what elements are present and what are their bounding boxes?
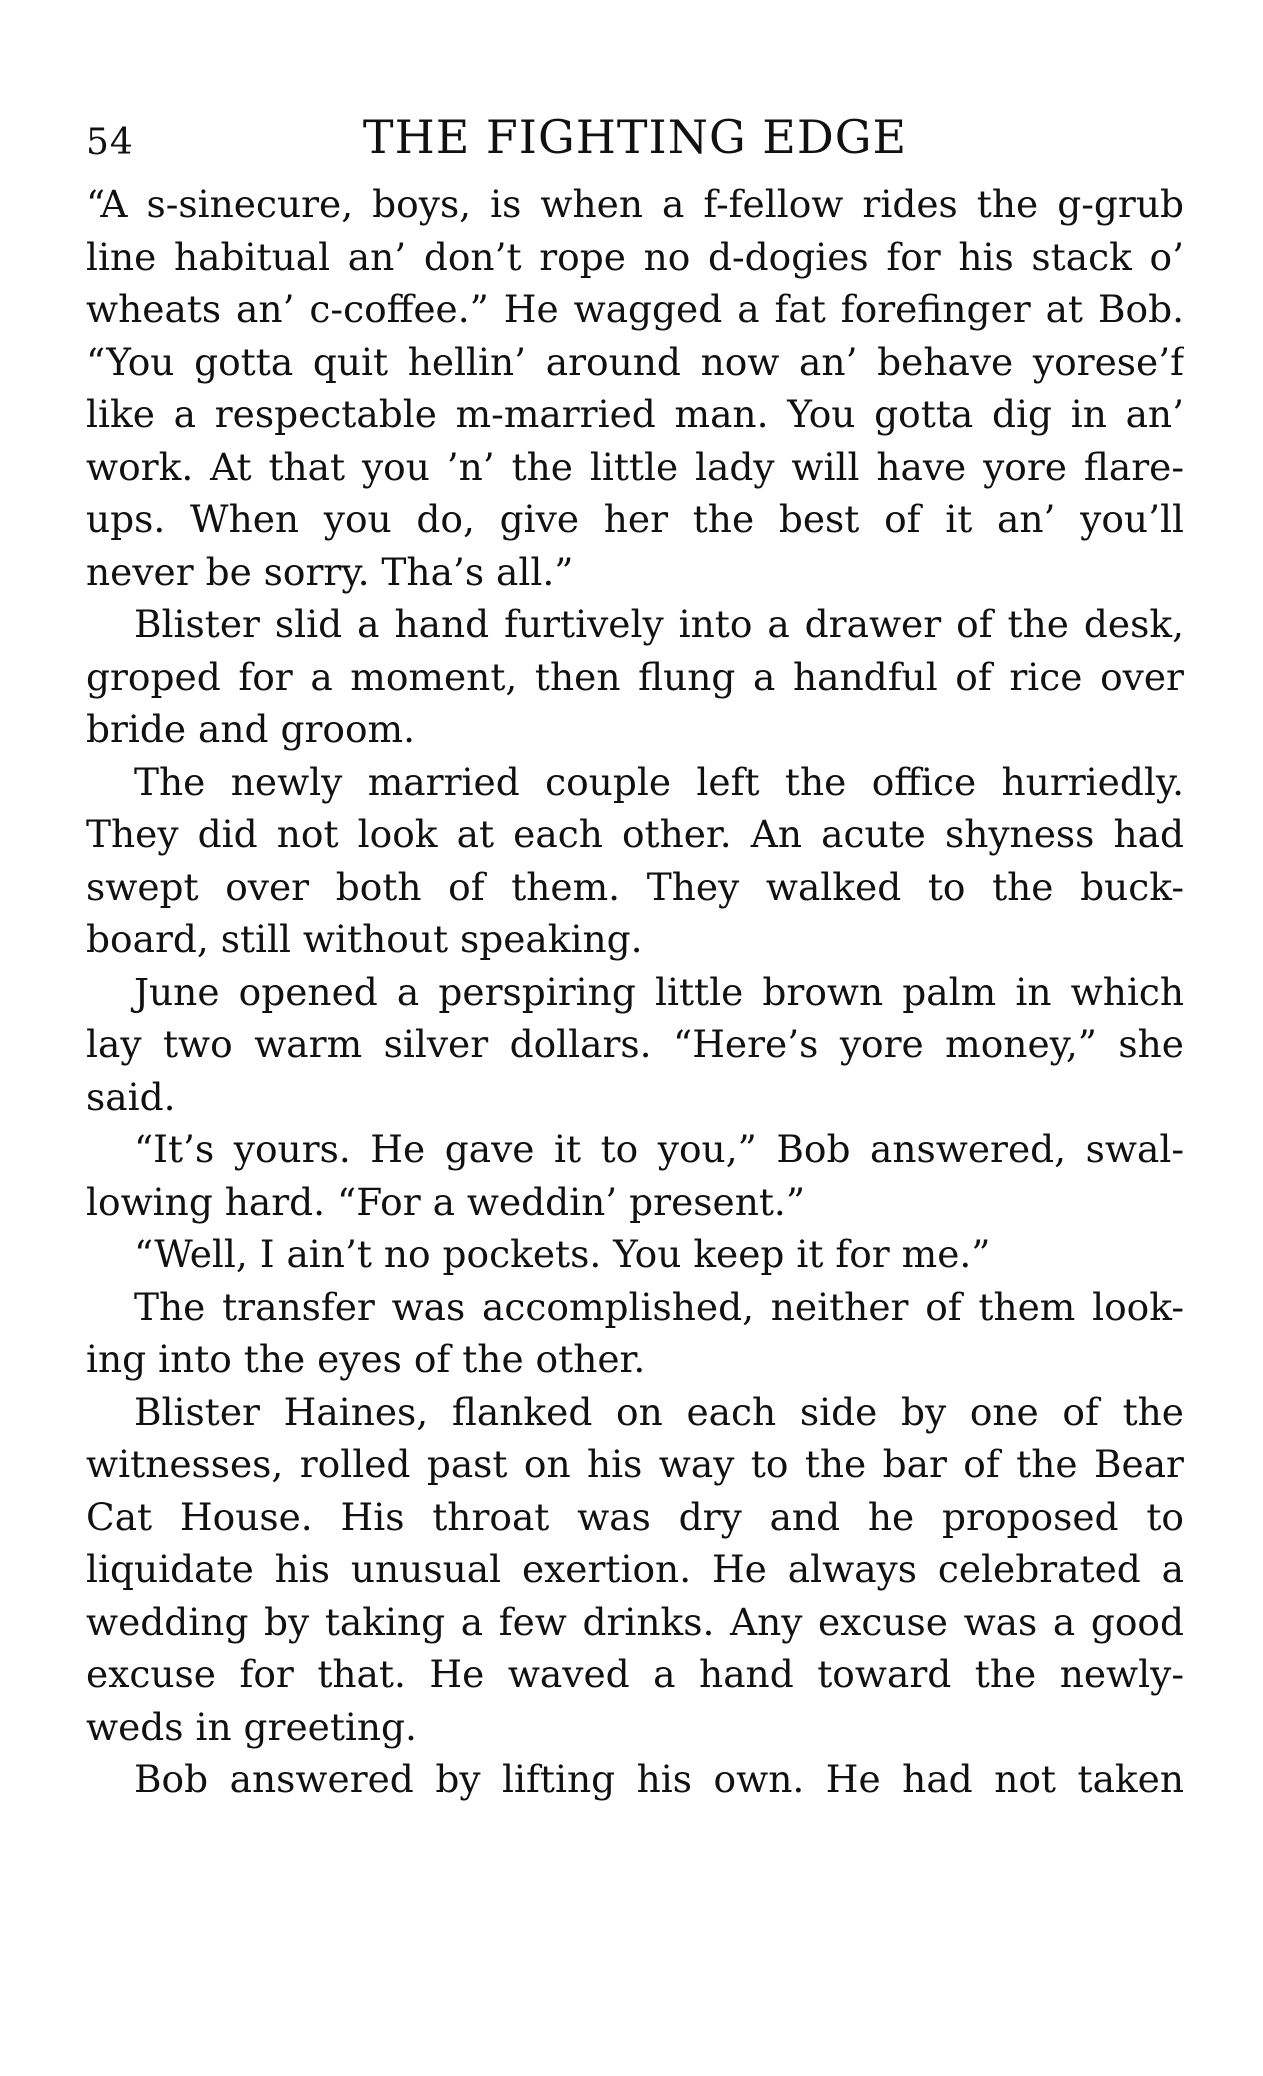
text-line: liquidate his unusual exertion. He always celebrated a	[86, 1547, 1184, 1591]
text-line: said.	[86, 1074, 176, 1119]
text-line: witnesses, rolled past on his way to the bar of the Bear	[86, 1442, 1184, 1486]
text-line: never be sorry. Tha’s all.”	[86, 549, 574, 594]
text-line: wheats an’ c-coffee.” He wagged a fat forefinger at Bob.	[86, 287, 1184, 331]
text-line: The newly married couple left the office hurriedly.	[134, 759, 1184, 804]
text-line: lowing hard. “For a weddin’ present.”	[86, 1179, 806, 1224]
text-line: Cat House. His throat was dry and he proposed to	[86, 1494, 1184, 1539]
text-line: Blister slid a hand furtively into a drawer of the desk,	[134, 602, 1184, 646]
text-line: ups. When you do, give her the best of it an’ you’ll	[86, 497, 1184, 541]
running-head	[86, 110, 1184, 170]
text-line: wedding by taking a few drinks. Any excuse was a good	[86, 1599, 1184, 1644]
text-line: swept over both of them. They walked to the buck-	[86, 864, 1184, 909]
text-line: The transfer was accomplished, neither of them look-	[134, 1284, 1184, 1329]
text-line: work. At that you ’n’ the little lady will have yore flare-	[86, 444, 1184, 489]
book-title: THE FIGHTING EDGE	[362, 110, 908, 164]
body-text	[86, 178, 1184, 1806]
text-line: excuse for that. He waved a hand toward the newly-	[86, 1652, 1184, 1696]
text-line: weds in greeting.	[86, 1704, 417, 1749]
text-line: like a respectable m-married man. You gotta dig in an’	[86, 392, 1184, 436]
text-line: “You gotta quit hellin’ around now an’ behave yorese’f	[86, 339, 1184, 384]
text-line: lay two warm silver dollars. “Here’s yore money,” she	[86, 1022, 1184, 1066]
text-line: board, still without speaking.	[86, 917, 643, 961]
text-line: line habitual an’ don’t rope no d-dogies for his stack o’	[86, 234, 1184, 279]
book-page	[86, 110, 1184, 1806]
text-line: “A s-sinecure, boys, is when a f-fellow rides the g-grub	[86, 182, 1184, 226]
text-line: “It’s yours. He gave it to you,” Bob answered, swal-	[134, 1127, 1184, 1171]
text-line: Bob answered by lifting his own. He had not taken	[134, 1757, 1184, 1801]
text-line: bride and groom.	[86, 707, 416, 751]
text-line: Blister Haines, flanked on each side by one of the	[134, 1389, 1184, 1434]
text-line: “Well, I ain’t no pockets. You keep it for me.”	[134, 1232, 991, 1276]
text-line: June opened a perspiring little brown palm in which	[134, 969, 1184, 1014]
text-line: groped for a moment, then flung a handful of rice over	[86, 654, 1184, 699]
page-number: 54	[86, 122, 134, 163]
text-line: They did not look at each other. An acute shyness had	[86, 812, 1184, 856]
text-line: ing into the eyes of the other.	[86, 1337, 646, 1381]
